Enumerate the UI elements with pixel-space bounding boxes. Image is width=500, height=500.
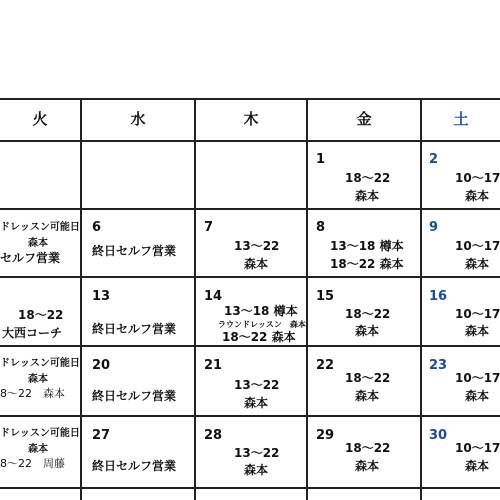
day-number: 1 [316, 152, 326, 167]
day-number: 14 [204, 289, 223, 304]
schedule-time: 18〜22 森本 [222, 330, 296, 344]
grid-line [0, 208, 500, 210]
grid-line [0, 98, 500, 100]
day-number: 2 [429, 152, 439, 167]
grid-line [0, 276, 500, 278]
schedule-time: 10〜17 [455, 239, 500, 253]
day-number: 16 [429, 289, 448, 304]
schedule-note: 終日セルフ営業 [92, 459, 177, 473]
schedule-time: 13〜22 [234, 239, 280, 253]
schedule-time: 13〜22 [234, 378, 280, 392]
day-number: 7 [204, 220, 214, 235]
schedule-time: 13〜18 樽本 [330, 239, 404, 253]
schedule-staff: 森本 [465, 459, 490, 473]
schedule-time: 18〜22 森本 [330, 257, 404, 271]
schedule-staff: 大西コーチ [2, 326, 63, 340]
day-number: 15 [316, 289, 335, 304]
schedule-note: 終日セルフ営業 [92, 322, 177, 336]
weekday-wed: 水 [130, 110, 146, 128]
schedule-note: 終日セルフ営業 [92, 389, 177, 403]
schedule-time: 18〜22 [345, 307, 391, 321]
grid-line [0, 345, 500, 347]
day-number: 20 [92, 358, 111, 373]
schedule-time: 10〜17 [455, 307, 500, 321]
schedule-time: 10〜17 [455, 371, 500, 385]
day-number: 28 [204, 428, 223, 443]
grid-line [0, 415, 500, 417]
day-number: 30 [429, 428, 448, 443]
schedule-note: ラウンドレッスン 森本 [218, 320, 306, 329]
day-number: 29 [316, 428, 335, 443]
day-number: 22 [316, 358, 335, 373]
weekday-thu: 木 [243, 110, 259, 128]
weekday-tue: 火 [32, 110, 48, 128]
schedule-staff: 森本 [28, 374, 48, 385]
day-number: 8 [316, 220, 326, 235]
schedule-staff: 森本 [355, 459, 380, 473]
schedule-time: 18〜22 [345, 371, 391, 385]
schedule-staff: 森本 [244, 257, 269, 271]
schedule-time: 10〜17 [455, 441, 500, 455]
schedule-staff: 森本 [465, 257, 490, 271]
schedule-note: ドレッスン可能日 [0, 358, 80, 369]
schedule-time: 10〜17 [455, 171, 500, 185]
weekday-sat: 土 [453, 110, 469, 128]
grid-line [194, 98, 196, 500]
schedule-time: 13〜18 樽本 [224, 304, 298, 318]
schedule-staff: 森本 [355, 189, 380, 203]
grid-line [80, 98, 82, 500]
schedule-staff: 森本 [355, 324, 380, 338]
grid-line [420, 98, 422, 500]
schedule-staff: 森本 [465, 189, 490, 203]
weekday-header [0, 98, 500, 142]
schedule-staff: 森本 [28, 444, 48, 455]
schedule-staff: 森本 [355, 389, 380, 403]
schedule-note: 終日セルフ営業 [92, 244, 177, 258]
day-number: 23 [429, 358, 448, 373]
schedule-staff: 森本 [244, 396, 269, 410]
weekday-fri: 金 [356, 110, 372, 128]
day-number: 6 [92, 220, 102, 235]
grid-line [306, 98, 308, 500]
schedule-time: 13〜22 [234, 446, 280, 460]
schedule-note: ドレッスン可能日 [0, 428, 80, 439]
schedule-time: 18〜22 [345, 171, 391, 185]
day-number: 21 [204, 358, 223, 373]
schedule-staff: 森本 [244, 463, 269, 477]
schedule-staff: 森本 [465, 389, 490, 403]
day-number: 13 [92, 289, 111, 304]
schedule-staff: 森本 [465, 324, 490, 338]
grid-line [0, 487, 500, 489]
schedule-time: 8〜22 周藤 [0, 457, 65, 470]
schedule-note: セルフ営業 [0, 251, 61, 265]
schedule-note: ドレッスン可能日 [0, 222, 80, 233]
day-number: 27 [92, 428, 111, 443]
schedule-time: 8〜22 森本 [0, 387, 65, 400]
schedule-staff: 森本 [28, 238, 48, 249]
schedule-time: 18〜22 [18, 308, 64, 322]
day-number: 9 [429, 220, 439, 235]
schedule-time: 18〜22 [345, 441, 391, 455]
